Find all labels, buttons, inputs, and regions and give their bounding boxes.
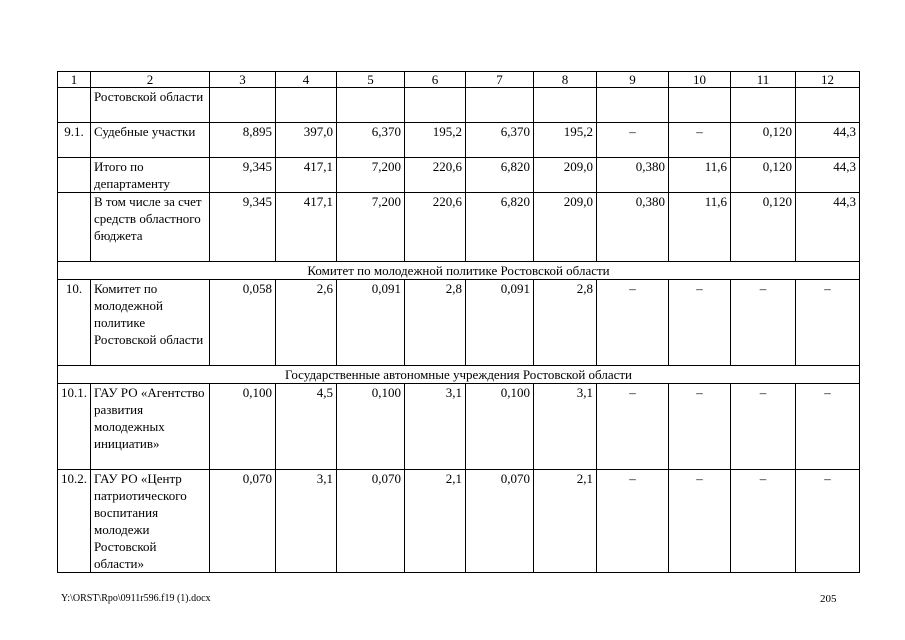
value-cell xyxy=(669,88,731,123)
value-cell: 6,370 xyxy=(466,123,534,158)
value-cell: – xyxy=(669,123,731,158)
row-number xyxy=(58,193,91,262)
value-cell xyxy=(466,88,534,123)
value-cell: 0,070 xyxy=(337,470,405,573)
value-cell: 2,1 xyxy=(405,470,466,573)
value-cell: 6,820 xyxy=(466,158,534,193)
table-header-row xyxy=(58,72,860,88)
value-cell: – xyxy=(731,384,796,470)
value-cell: – xyxy=(597,280,669,366)
row-number: 10.2. xyxy=(58,470,91,573)
value-cell: 0,091 xyxy=(466,280,534,366)
value-cell: – xyxy=(597,470,669,573)
value-cell: 0,070 xyxy=(466,470,534,573)
section-row xyxy=(58,262,860,280)
value-cell: 209,0 xyxy=(534,158,597,193)
section-row xyxy=(58,366,860,384)
table-row xyxy=(58,470,860,573)
value-cell: 7,200 xyxy=(337,158,405,193)
value-cell: 6,820 xyxy=(466,193,534,262)
row-number xyxy=(58,158,91,193)
value-cell: 2,1 xyxy=(534,470,597,573)
value-cell: 2,6 xyxy=(276,280,337,366)
value-cell: 0,100 xyxy=(210,384,276,470)
row-name: В том числе за счет средств областного бюджета xyxy=(91,193,210,262)
table-row xyxy=(58,88,860,123)
value-cell: 3,1 xyxy=(276,470,337,573)
value-cell xyxy=(534,88,597,123)
table-row xyxy=(58,123,860,158)
column-header: 7 xyxy=(466,72,534,88)
row-number xyxy=(58,88,91,123)
value-cell: 4,5 xyxy=(276,384,337,470)
row-name: ГАУ РО «Центр патриотического воспитания молодежи Ростовской области» xyxy=(91,470,210,573)
column-header: 11 xyxy=(731,72,796,88)
value-cell: 44,3 xyxy=(796,193,860,262)
column-header: 5 xyxy=(337,72,405,88)
section-heading: Государственные автономные учреждения Ростовской области xyxy=(58,366,860,384)
value-cell xyxy=(210,88,276,123)
column-header: 9 xyxy=(597,72,669,88)
value-cell: 0,070 xyxy=(210,470,276,573)
value-cell: – xyxy=(597,384,669,470)
value-cell: – xyxy=(731,470,796,573)
value-cell: 3,1 xyxy=(405,384,466,470)
value-cell: – xyxy=(597,123,669,158)
value-cell: 0,120 xyxy=(731,193,796,262)
value-cell: 0,120 xyxy=(731,158,796,193)
column-header: 8 xyxy=(534,72,597,88)
table-row xyxy=(58,384,860,470)
value-cell: 11,6 xyxy=(669,193,731,262)
row-name: Ростовской области xyxy=(91,88,210,123)
value-cell: 8,895 xyxy=(210,123,276,158)
table-row xyxy=(58,193,860,262)
value-cell: – xyxy=(669,470,731,573)
column-header: 1 xyxy=(58,72,91,88)
row-name: ГАУ РО «Агентство развития молодежных инициатив» xyxy=(91,384,210,470)
value-cell: 7,200 xyxy=(337,193,405,262)
value-cell: 397,0 xyxy=(276,123,337,158)
value-cell xyxy=(276,88,337,123)
value-cell: 0,091 xyxy=(337,280,405,366)
row-number: 9.1. xyxy=(58,123,91,158)
value-cell: 0,100 xyxy=(466,384,534,470)
column-header: 3 xyxy=(210,72,276,88)
value-cell: 0,120 xyxy=(731,123,796,158)
value-cell: – xyxy=(796,470,860,573)
value-cell: 11,6 xyxy=(669,158,731,193)
value-cell: 6,370 xyxy=(337,123,405,158)
value-cell xyxy=(597,88,669,123)
footer-file-path: Y:\ORST\Rpo\0911r596.f19 (1).docx xyxy=(61,593,211,604)
value-cell: 195,2 xyxy=(534,123,597,158)
value-cell: 3,1 xyxy=(534,384,597,470)
column-header: 12 xyxy=(796,72,860,88)
value-cell: – xyxy=(796,280,860,366)
table-row xyxy=(58,280,860,366)
value-cell: 0,380 xyxy=(597,158,669,193)
column-header: 2 xyxy=(91,72,210,88)
row-number: 10. xyxy=(58,280,91,366)
row-name: Итого по департаменту xyxy=(91,158,210,193)
value-cell: 220,6 xyxy=(405,193,466,262)
value-cell: 2,8 xyxy=(405,280,466,366)
row-name: Комитет по молодежной политике Ростовской области xyxy=(91,280,210,366)
page-number: 205 xyxy=(820,593,837,605)
value-cell: 0,058 xyxy=(210,280,276,366)
row-name: Судебные участки xyxy=(91,123,210,158)
value-cell: 220,6 xyxy=(405,158,466,193)
value-cell xyxy=(405,88,466,123)
column-header: 6 xyxy=(405,72,466,88)
row-number: 10.1. xyxy=(58,384,91,470)
value-cell: 195,2 xyxy=(405,123,466,158)
value-cell: 44,3 xyxy=(796,158,860,193)
value-cell: 9,345 xyxy=(210,158,276,193)
value-cell: – xyxy=(669,384,731,470)
value-cell: 0,380 xyxy=(597,193,669,262)
value-cell: 209,0 xyxy=(534,193,597,262)
value-cell: 0,100 xyxy=(337,384,405,470)
value-cell: 417,1 xyxy=(276,193,337,262)
value-cell: 9,345 xyxy=(210,193,276,262)
column-header: 10 xyxy=(669,72,731,88)
column-header: 4 xyxy=(276,72,337,88)
section-heading: Комитет по молодежной политике Ростовской области xyxy=(58,262,860,280)
value-cell: 2,8 xyxy=(534,280,597,366)
value-cell xyxy=(731,88,796,123)
value-cell: 417,1 xyxy=(276,158,337,193)
table-row xyxy=(58,158,860,193)
data-table xyxy=(57,71,860,573)
value-cell xyxy=(337,88,405,123)
value-cell: – xyxy=(796,384,860,470)
table-body xyxy=(58,72,860,573)
value-cell: – xyxy=(669,280,731,366)
value-cell: – xyxy=(731,280,796,366)
value-cell: 44,3 xyxy=(796,123,860,158)
value-cell xyxy=(796,88,860,123)
